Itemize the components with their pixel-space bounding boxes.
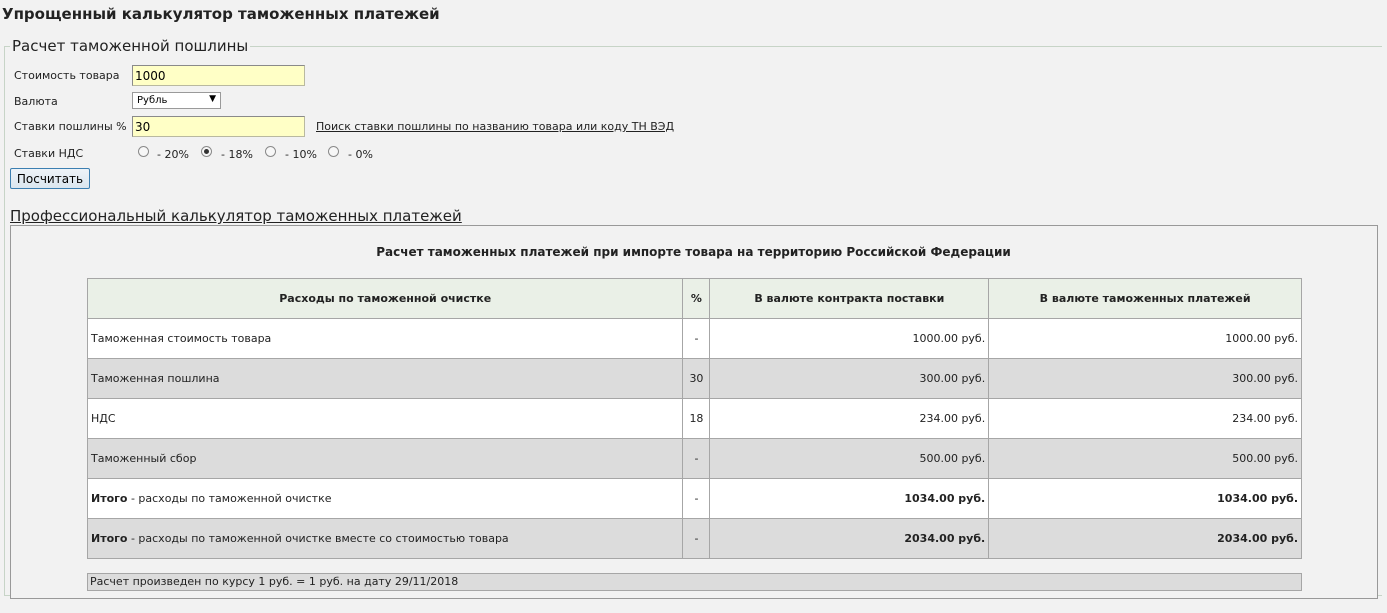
vat-radio-18[interactable]	[201, 146, 212, 157]
column-header-customs-currency: В валюте таможенных платежей	[989, 279, 1302, 319]
table-row-grand-total	[88, 519, 1302, 559]
vat-radio-0[interactable]	[328, 146, 339, 157]
row-name: Таможенная стоимость товара	[88, 319, 683, 359]
table-row-total	[88, 479, 1302, 519]
row-contract-amount: 500.00 руб.	[710, 439, 989, 479]
vat-radio-0-label: - 0%	[348, 148, 373, 161]
row-name: НДС	[88, 399, 683, 439]
row-contract-amount: 300.00 руб.	[710, 359, 989, 399]
results-table	[87, 278, 1302, 559]
cost-label: Стоимость товара	[14, 69, 120, 82]
row-percent: 30	[683, 359, 710, 399]
row-customs-amount: 2034.00 руб.	[989, 519, 1302, 559]
page-title: Упрощенный калькулятор таможенных платежей	[2, 5, 440, 23]
column-header-contract-currency: В валюте контракта поставки	[710, 279, 989, 319]
row-customs-amount: 300.00 руб.	[989, 359, 1302, 399]
row-name: Таможенная пошлина	[88, 359, 683, 399]
table-row	[88, 319, 1302, 359]
row-percent: -	[683, 479, 710, 519]
fieldset-legend: Расчет таможенной пошлины	[12, 37, 249, 55]
row-contract-amount: 1000.00 руб.	[710, 319, 989, 359]
duty-input[interactable]	[132, 116, 305, 137]
results-heading: Расчет таможенных платежей при импорте товара на территорию Российской Федерации	[376, 245, 1011, 259]
table-row	[88, 439, 1302, 479]
vat-radio-18-label: - 18%	[221, 148, 253, 161]
calculate-button[interactable]: Посчитать	[10, 168, 90, 189]
vat-radio-20-label: - 20%	[157, 148, 189, 161]
vat-radio-10-label: - 10%	[285, 148, 317, 161]
currency-selected-value: Рубль	[137, 95, 168, 106]
cost-input[interactable]	[132, 65, 305, 86]
column-header-percent: %	[683, 279, 710, 319]
row-contract-amount: 1034.00 руб.	[710, 479, 989, 519]
duty-label: Ставки пошлины %	[14, 120, 127, 133]
row-customs-amount: 500.00 руб.	[989, 439, 1302, 479]
dropdown-arrow-icon: ▼	[209, 94, 216, 104]
duty-search-link[interactable]: Поиск ставки пошлины по названию товара или коду ТН ВЭД	[316, 120, 675, 133]
row-name: Итого - расходы по таможенной очистке	[88, 479, 683, 519]
row-contract-amount: 234.00 руб.	[710, 399, 989, 439]
table-row	[88, 359, 1302, 399]
vat-radio-20[interactable]	[138, 146, 149, 157]
row-percent: -	[683, 319, 710, 359]
row-percent: -	[683, 519, 710, 559]
row-percent: -	[683, 439, 710, 479]
table-header-row	[88, 279, 1302, 319]
row-customs-amount: 1000.00 руб.	[989, 319, 1302, 359]
row-customs-amount: 1034.00 руб.	[989, 479, 1302, 519]
vat-radio-10[interactable]	[265, 146, 276, 157]
currency-select[interactable]	[132, 92, 221, 109]
exchange-rate-note: Расчет произведен по курсу 1 руб. = 1 руб. на дату 29/11/2018	[87, 573, 1302, 591]
professional-calculator-link[interactable]: Профессиональный калькулятор таможенных платежей	[10, 207, 462, 225]
row-percent: 18	[683, 399, 710, 439]
row-contract-amount: 2034.00 руб.	[710, 519, 989, 559]
row-customs-amount: 234.00 руб.	[989, 399, 1302, 439]
table-row	[88, 399, 1302, 439]
row-name: Таможенный сбор	[88, 439, 683, 479]
row-name: Итого - расходы по таможенной очистке вместе со стоимостью товара	[88, 519, 683, 559]
vat-label: Ставки НДС	[14, 147, 84, 160]
column-header-expenses: Расходы по таможенной очистке	[88, 279, 683, 319]
currency-label: Валюта	[14, 95, 58, 108]
